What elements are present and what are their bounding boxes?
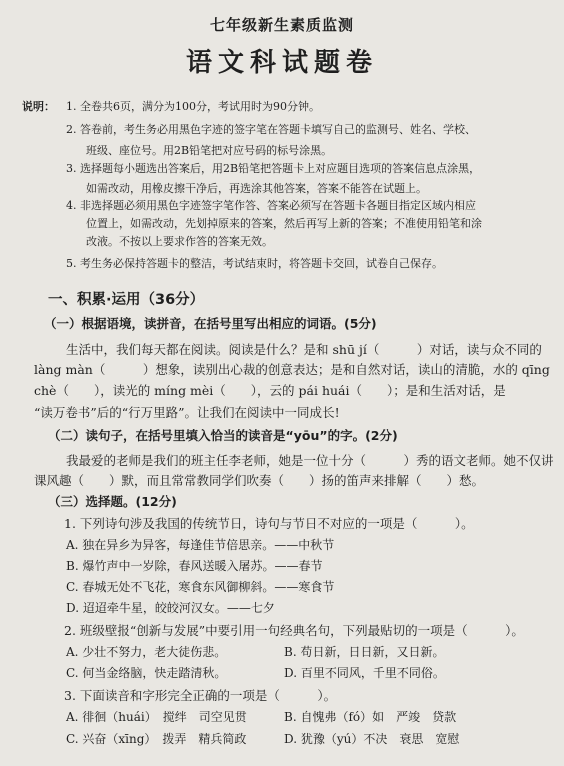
passage-line: làng màn（ ）想象，读别出心裁的创意表达；是和自然对话，读山的清脆，水的 qīng <box>34 362 550 377</box>
option-item: C. 兴奋（xīng） 拨弄 精兵简政 <box>66 732 247 746</box>
instruction-line: 5. 考生务必保持答题卡的整洁，考试结束时，将答题卡交回，试卷自己保存。 <box>66 257 443 270</box>
passage-line: 生活中，我们每天都在阅读。阅读是什么？是和 shū jí（ ）对话，读与众不同的 <box>66 342 542 357</box>
option-item: A. 少壮不努力，老大徒伤悲。 <box>66 645 227 659</box>
option-item: D. 迢迢牵牛星，皎皎河汉女。——七夕 <box>66 601 275 615</box>
instruction-line: 班级、座位号。用2B铅笔把对应号码的标号涂黑。 <box>86 144 333 157</box>
instruction-line: 位置上，如需改动，先划掉原来的答案，然后再写上新的答案；不准使用铅笔和涂 <box>86 217 482 230</box>
instruction-line: 改液。不按以上要求作答的答案无效。 <box>86 235 273 248</box>
option-item: A. 徘徊（huái） 搅绊 司空见贯 <box>66 710 247 724</box>
instruction-line: 1. 全卷共6页，满分为100分，考试用时为90分钟。 <box>66 100 320 113</box>
section-title: 一、积累·运用（36分） <box>48 292 205 308</box>
question-stem: 3. 下面读音和字形完全正确的一项是（ ）。 <box>64 688 337 703</box>
passage-line: “读万卷书”后的“行万里路”。让我们在阅读中一同成长! <box>34 405 340 420</box>
option-item: B. 爆竹声中一岁除，春风送暖入屠苏。——春节 <box>66 559 323 573</box>
option-item: B. 自愧弗（fó）如 严竣 贷款 <box>284 710 457 724</box>
passage-line: 课风趣（ ）默，而且常常教同学们吹奏（ ）扬的笛声来排解（ ）愁。 <box>34 473 485 488</box>
option-item: D. 犹豫（yú）不决 衰思 宽慰 <box>284 732 460 746</box>
question-stem: 2. 班级壁报“创新与发展”中要引用一句经典名句，下列最贴切的一项是（ ）。 <box>64 623 524 638</box>
option-item: C. 何当金络脑，快走踏清秋。 <box>66 666 227 680</box>
passage-line: 我最爱的老师是我们的班主任李老师，她是一位十分（ ）秀的语文老师。她不仅讲 <box>66 453 554 468</box>
instruction-line: 4. 非选择题必须用黑色字迹签字笔作答、答案必须写在答题卡各题目指定区域内相应 <box>66 199 476 212</box>
option-item: B. 苟日新，日日新，又日新。 <box>284 645 445 659</box>
paper-title: 语文科试题卷 <box>185 48 378 78</box>
instructions-label: 说明： <box>22 100 55 113</box>
instruction-line: 2. 答卷前，考生务必用黑色字迹的签字笔在答题卡填写自己的监测号、姓名、学校、 <box>66 123 476 136</box>
instruction-line: 如需改动，用橡皮擦干净后，再选涂其他答案，答案不能答在试题上。 <box>86 182 427 195</box>
option-item: C. 春城无处不飞花，寒食东风御柳斜。——寒食节 <box>66 580 335 594</box>
exam-name: 七年级新生素质监测 <box>209 16 354 34</box>
instruction-line: 3. 选择题每小题选出答案后，用2B铅笔把答题卡上对应题目选项的答案信息点涂黑， <box>66 162 481 175</box>
question-stem: 1. 下列诗句涉及我国的传统节日，诗句与节日不对应的一项是（ ）。 <box>64 516 474 531</box>
part-title: （二）读句子，在括号里填入恰当的读音是“yōu”的字。(2分) <box>48 428 398 443</box>
option-item: D. 百里不同风，千里不同俗。 <box>284 666 445 680</box>
part-title: （三）选择题。(12分) <box>48 494 177 509</box>
option-item: A. 独在异乡为异客，每逢佳节倍思亲。——中秋节 <box>66 538 335 552</box>
part-title: （一）根据语境，读拼音，在括号里写出相应的词语。(5分) <box>44 316 377 331</box>
passage-line: chè（ ），读光的 míng mèi（ ），云的 pái huái（ ）；是和生活对话，是 <box>34 383 506 398</box>
